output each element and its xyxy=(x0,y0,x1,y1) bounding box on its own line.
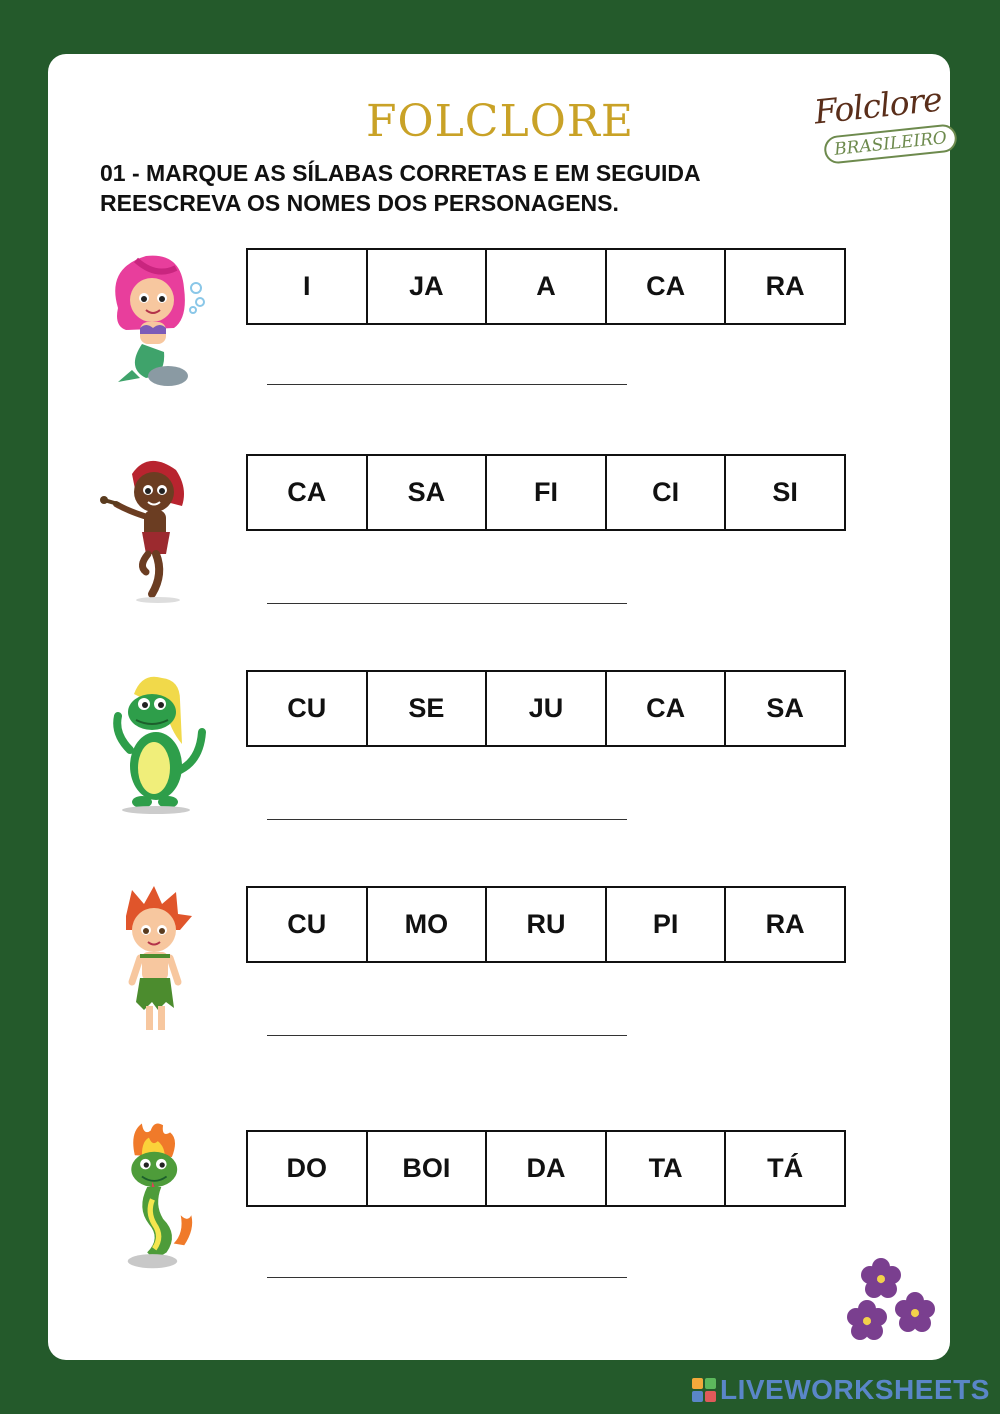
flowers-icon xyxy=(843,1255,943,1350)
answer-input[interactable] xyxy=(267,790,627,820)
curupira-icon xyxy=(96,886,216,1036)
syllable-option[interactable]: CI xyxy=(607,456,727,529)
syllable-option[interactable]: RU xyxy=(487,888,607,961)
syllable-option[interactable]: SA xyxy=(766,693,804,723)
instruction-text: 01 - MARQUE AS SÍLABAS CORRETAS E EM SEGUIDA REESCREVA OS NOMES DOS PERSONAGENS. xyxy=(100,160,700,216)
syllable-grid xyxy=(246,670,846,747)
liveworksheets-logo xyxy=(692,1376,990,1404)
syllable-option[interactable]: CA xyxy=(607,672,727,745)
logo-sub-text: BRASILEIRO xyxy=(823,123,958,165)
syllable-grid xyxy=(246,248,846,325)
syllable-option[interactable]: DA xyxy=(487,1132,607,1205)
syllable-option[interactable]: CU xyxy=(248,672,368,745)
syllable-option[interactable]: RA xyxy=(765,909,805,939)
syllable-option[interactable]: FI xyxy=(487,456,607,529)
syllable-option[interactable]: TÁ xyxy=(767,1153,804,1183)
mermaid-icon xyxy=(96,248,216,398)
liveworksheets-icon xyxy=(692,1378,716,1402)
answer-input[interactable] xyxy=(267,1248,627,1278)
syllable-option[interactable]: JA xyxy=(368,250,488,323)
saci-icon xyxy=(96,454,216,604)
syllable-option[interactable]: RA xyxy=(765,271,805,301)
syllable-option[interactable]: I xyxy=(248,250,368,323)
syllable-option[interactable]: MO xyxy=(368,888,488,961)
exercise-row xyxy=(0,454,1000,614)
syllable-option[interactable]: A xyxy=(487,250,607,323)
syllable-option[interactable]: JU xyxy=(487,672,607,745)
exercise-row xyxy=(0,670,1000,830)
syllable-grid xyxy=(246,454,846,531)
syllable-option[interactable]: SE xyxy=(368,672,488,745)
syllable-option[interactable]: CU xyxy=(248,888,368,961)
liveworksheets-brand: LIVEWORKSHEETS xyxy=(720,1374,990,1405)
boitata-icon xyxy=(96,1120,216,1270)
cuca-icon xyxy=(96,670,216,820)
syllable-option[interactable]: SA xyxy=(368,456,488,529)
syllable-option[interactable]: SI xyxy=(772,477,798,507)
answer-input[interactable] xyxy=(267,574,627,604)
exercise-row xyxy=(0,248,1000,408)
syllable-grid xyxy=(246,1130,846,1207)
syllable-option[interactable]: PI xyxy=(607,888,727,961)
syllable-option[interactable]: BOI xyxy=(368,1132,488,1205)
syllable-option[interactable]: DO xyxy=(248,1132,368,1205)
syllable-option[interactable]: CA xyxy=(248,456,368,529)
folclore-brasileiro-logo xyxy=(808,66,948,176)
syllable-grid xyxy=(246,886,846,963)
exercise-row xyxy=(0,886,1000,1046)
answer-input[interactable] xyxy=(267,355,627,385)
logo-script-text: Folclore xyxy=(812,79,944,132)
syllable-option[interactable]: CA xyxy=(607,250,727,323)
page-title: FOLCLORE xyxy=(365,96,635,147)
answer-input[interactable] xyxy=(267,1006,627,1036)
syllable-option[interactable]: TA xyxy=(607,1132,727,1205)
